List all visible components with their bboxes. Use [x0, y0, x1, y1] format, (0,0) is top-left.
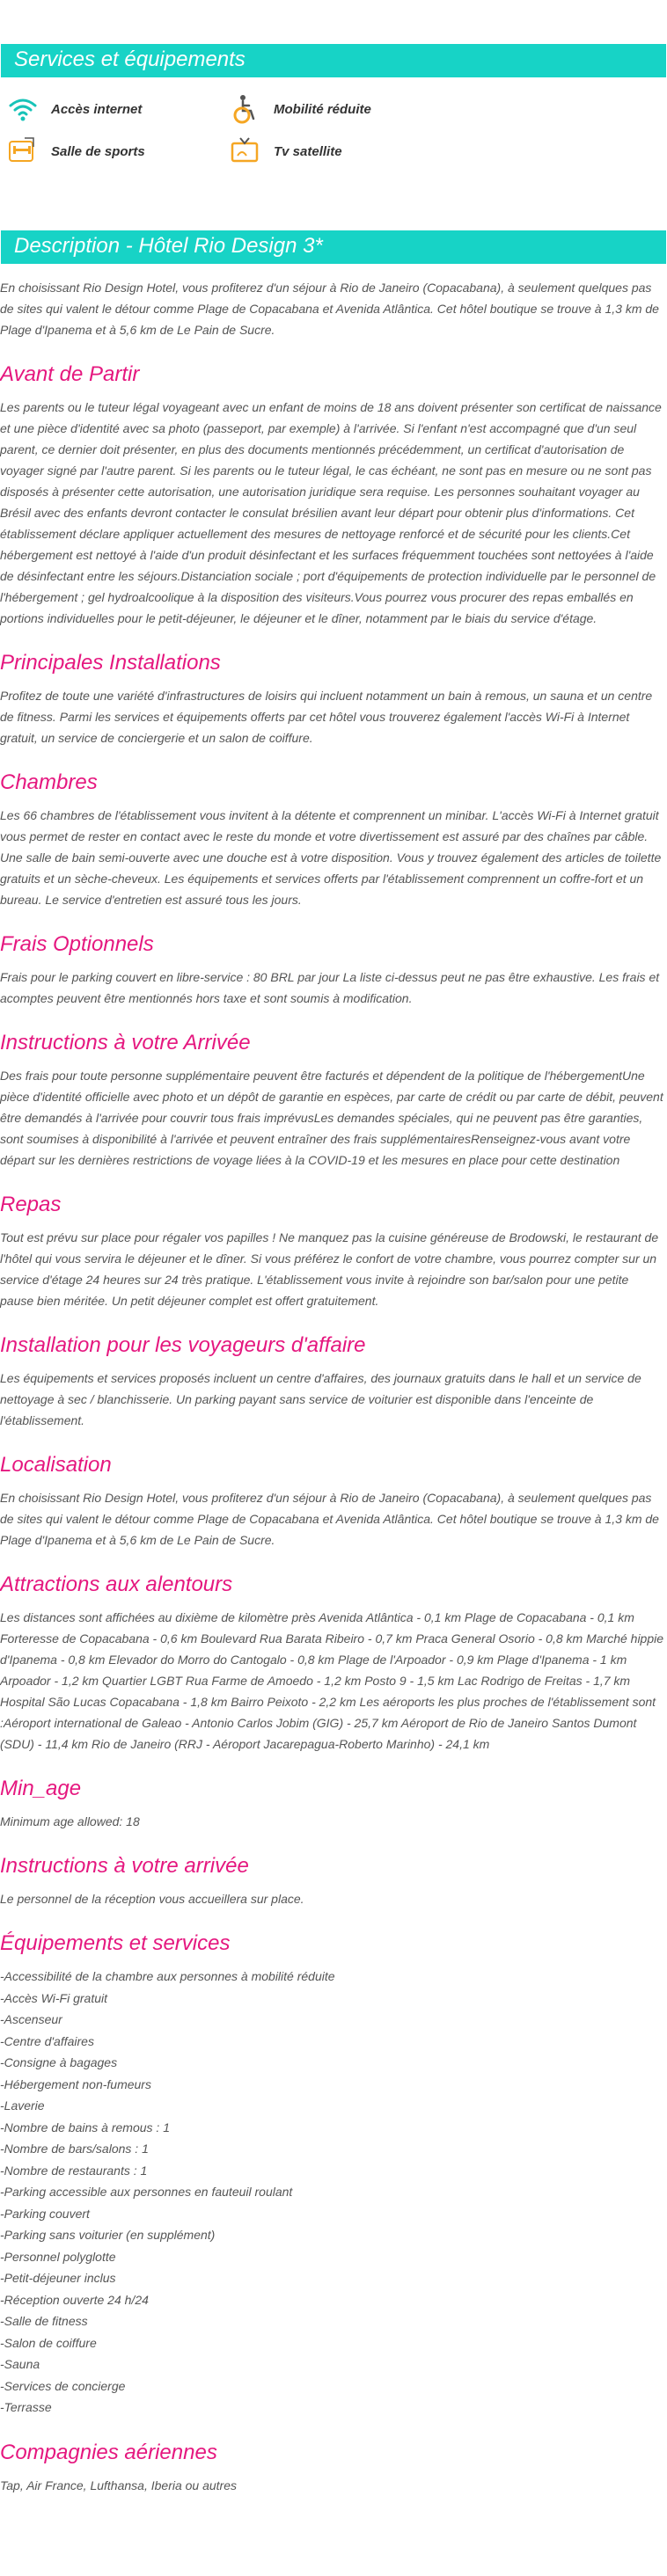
section-text: Frais pour le parking couvert en libre-service : 80 BRL par jour La liste ci-dessus peut ne pas être exhaustive. Les frais et acomptes peuvent être mentionnés hors taxe et sont soumis à modification.	[0, 970, 660, 1005]
section-instructions-arrivee	[0, 1030, 667, 1171]
list-item: -Réception ouverte 24 h/24	[0, 2292, 149, 2307]
wheelchair-icon	[230, 94, 261, 124]
section-text: Les 66 chambres de l'établissement vous invitent à la détente et comprennent un minibar. L'accès Wi-Fi à Internet gratuit vous permet de rester en contact avec le reste du monde et votre divertissement est assuré par des chaînes par câble. Une salle de bain semi-ouverte avec une douche est à votre disposition. Vous y trouvez également des articles de toilette gratuits et un sèche-cheveux. Les équipements et services offerts par l'établissement comprennent un coffre-fort et un bureau. Le service d'entretien est assuré tous les jours.	[0, 808, 662, 907]
list-item: -Accessibilité de la chambre aux personnes à mobilité réduite	[0, 1969, 335, 1983]
amenity-mobility	[230, 88, 452, 130]
fitness-icon	[7, 136, 39, 166]
section-text: En choisissant Rio Design Hotel, vous profiterez d'un séjour à Rio de Janeiro (Copacabana), à seulement quelques pas de sites qui valent le détour comme Plage de Copacabana et Avenida Atlântica. Cet hôtel boutique se trouve à 1,3 km de Plage d'Ipanema et à 5,6 km de Le Pain de Sucre.	[0, 1491, 659, 1547]
list-item: -Centre d'affaires	[0, 2033, 94, 2048]
section-text: Les équipements et services proposés incluent un centre d'affaires, des journaux gratuits dans le hall et un service de nettoyage à sec / blanchisserie. Un parking payant sans service de voiturier est disponible dans l'enceinte de l'établissement.	[0, 1371, 641, 1427]
list-item: -Salle de fitness	[0, 2314, 88, 2328]
section-instructions-arrivee-2	[0, 1853, 667, 1909]
section-title: Principales Installations	[0, 651, 221, 675]
list-item: -Hébergement non-fumeurs	[0, 2076, 151, 2091]
list-item: -Parking couvert	[0, 2206, 90, 2221]
list-item: -Salon de coiffure	[0, 2335, 97, 2350]
section-title: Min_age	[0, 1777, 82, 1800]
list-item: -Parking accessible aux personnes en fauteuil roulant	[0, 2185, 293, 2199]
section-compagnies-aeriennes	[0, 2440, 667, 2496]
description-content	[0, 277, 667, 2496]
amenities-list	[0, 77, 667, 172]
section-chambres	[0, 770, 667, 910]
services-title: Services et équipements	[1, 44, 666, 77]
section-title: Instructions à votre Arrivée	[0, 1031, 251, 1054]
list-item: -Consigne à bagages	[0, 2055, 118, 2069]
section-title: Installation pour les voyageurs d'affaire	[0, 1333, 366, 1357]
amenity-label: Mobilité réduite	[274, 101, 371, 117]
section-text: Minimum age allowed: 18	[0, 1814, 140, 1828]
list-item: -Terrasse	[0, 2400, 52, 2414]
list-item: -Accès Wi-Fi gratuit	[0, 1990, 108, 2005]
section-frais-optionnels	[0, 931, 667, 1009]
section-text: Les parents ou le tuteur légal voyageant avec un enfant de moins de 18 ans doivent présenter son certificat de naissance et une pièce d'identité avec sa photo (passeport, par exemple) à l'arrivée. Si l'enfant n'est accompagné que d'un seul parent, ce dernier doit présenter, en plus des documents mentionnés précédemment, un certificat d'autorisation de voyager signé par l'autre parent. Si les parents ou le tuteur légal, le cas échéant, ne sont pas en mesure ou ne sont pas disposés à présenter cette autorisation, une autorisation juridique sera requise. Les personnes souhaitant voyager au Brésil avec des enfants devront contacter le consulat brésilien avant leur départ pour obtenir plus d'informations. Cet établissement déclare appliquer actuellement des mesures de nettoyage renforcé et de sécurité pour les clients.Cet hébergement est nettoyé à l'aide d'un produit désinfectant et les surfaces fréquemment touchées sont nettoyées à l'aide de désinfectant entre les séjours.Distanciation sociale ; port d'équipements de protection individuelle par le personnel de l'hébergement ; gel hydroalcoolique à la disposition des visiteurs.Vous pourrez vous procurer des repas emballés en portions individuelles pour le petit-déjeuner, le déjeuner et le dîner, notamment par le biais du service d'étage.	[0, 400, 662, 625]
section-text: Les distances sont affichées au dixième de kilomètre près Avenida Atlântica - 0,1 km Plage de Copacabana - 0,1 km Forteresse de Copacabana - 0,6 km Boulevard Rua Barata Ribeiro - 0,7 km Praca General Osorio - 0,8 km Marché hippie d'Ipanema - 0,8 km Elevador do Morro do Cantogalo - 0,8 km Plage de l'Arpoador - 0,9 km Plage d'Ipanema - 1 km Arpoador - 1,2 km Quartier LGBT Rua Farme de Amoedo - 1,2 km Posto 9 - 1,5 km Lac Rodrigo de Freitas - 1,7 km Hospital São Lucas Copacabana - 1,8 km Bairro Peixoto - 2,2 km Les aéroports les plus proches de l'établissement sont :Aéroport international de Galeao - Antonio Carlos Jobim (GIG) - 25,7 km Aéroport de Rio de Janeiro Santos Dumont (SDU) - 11,4 km Rio de Janeiro (RRJ - Aéroport Jacarepagua-Roberto Marinho) - 24,1 km	[0, 1610, 664, 1751]
section-title: Frais Optionnels	[0, 932, 154, 956]
amenity-label: Tv satellite	[274, 143, 342, 159]
section-localisation	[0, 1452, 667, 1551]
section-title: Compagnies aériennes	[0, 2440, 217, 2464]
tv-icon	[230, 136, 261, 166]
equipment-list	[0, 1966, 667, 2419]
amenity-label: Salle de sports	[51, 143, 145, 159]
list-item: -Nombre de bains à remous : 1	[0, 2120, 170, 2135]
section-title: Équipements et services	[0, 1931, 231, 1955]
list-item: -Laverie	[0, 2098, 45, 2113]
wifi-icon	[7, 94, 39, 124]
section-min-age	[0, 1776, 667, 1832]
section-avant-de-partir	[0, 361, 667, 629]
amenity-internet	[7, 88, 230, 130]
section-title: Attractions aux alentours	[0, 1573, 233, 1596]
amenity-label: Accès internet	[51, 101, 143, 117]
list-item: -Ascenseur	[0, 2012, 62, 2026]
amenity-tv	[230, 130, 452, 172]
description-title: Description - Hôtel Rio Design 3*	[1, 230, 666, 264]
list-item: -Petit-déjeuner inclus	[0, 2271, 116, 2285]
section-text: Le personnel de la réception vous accueillera sur place.	[0, 1892, 304, 1906]
section-text: Des frais pour toute personne supplémentaire peuvent être facturés et dépendent de la politique de l'hébergementUne pièce d'identité officielle avec photo et un dépôt de garantie en espèces, par carte de crédit ou par carte de débit, peuvent être demandés à l'arrivée pour couvrir tous frais imprévusLes demandes spéciales, qui ne peuvent pas être garanties, sont soumises à disponibilité à l'arrivée et peuvent entraîner des frais supplémentairesRenseignez-vous avant votre départ sur les dernières restrictions de voyage liées à la COVID-19 et les mesures en place pour cette destination	[0, 1069, 663, 1167]
section-title: Instructions à votre arrivée	[0, 1854, 249, 1878]
section-equipements	[0, 1930, 667, 2419]
page	[0, 44, 667, 2514]
section-title: Repas	[0, 1193, 62, 1216]
amenity-sports	[7, 130, 230, 172]
list-item: -Nombre de bars/salons : 1	[0, 2142, 149, 2156]
section-text: Tap, Air France, Lufthansa, Iberia ou autres	[0, 2477, 238, 2492]
section-text: Profitez de toute une variété d'infrastructures de loisirs qui incluent notamment un bain à remous, un sauna et un centre de fitness. Parmi les services et équipements offerts par cet hôtel vous trouverez également l'accès Wi-Fi à Internet gratuit, un service de conciergerie et un salon de coiffure.	[0, 689, 653, 745]
list-item: -Personnel polyglotte	[0, 2249, 116, 2264]
section-attractions	[0, 1572, 667, 1755]
list-item: -Nombre de restaurants : 1	[0, 2163, 148, 2178]
section-voyageurs-affaire	[0, 1332, 667, 1431]
list-item: -Services de concierge	[0, 2378, 126, 2393]
description-intro: En choisissant Rio Design Hotel, vous profiterez d'un séjour à Rio de Janeiro (Copacabana), à seulement quelques pas de sites qui valent le détour comme Plage de Copacabana et Avenida Atlântica. Cet hôtel boutique se trouve à 1,3 km de Plage d'Ipanema et à 5,6 km de Le Pain de Sucre.	[0, 281, 659, 337]
section-title: Chambres	[0, 770, 98, 794]
section-title: Avant de Partir	[0, 362, 140, 386]
section-title: Localisation	[0, 1453, 112, 1477]
section-repas	[0, 1192, 667, 1311]
section-text: Tout est prévu sur place pour régaler vos papilles ! Ne manquez pas la cuisine généreuse de Brodowski, le restaurant de l'hôtel qui vous servira le déjeuner et le dîner. Si vous préférez le confort de votre chambre, vous pourrez compter sur un service d'étage 24 heures sur 24 très pratique. L'établissement vous invite à rejoindre son bar/salon pour une petite pause bien méritée. Un petit déjeuner complet est offert gratuitement.	[0, 1230, 659, 1308]
list-item: -Sauna	[0, 2357, 40, 2371]
list-item: -Parking sans voiturier (en supplément)	[0, 2228, 216, 2242]
section-principales-installations	[0, 650, 667, 748]
